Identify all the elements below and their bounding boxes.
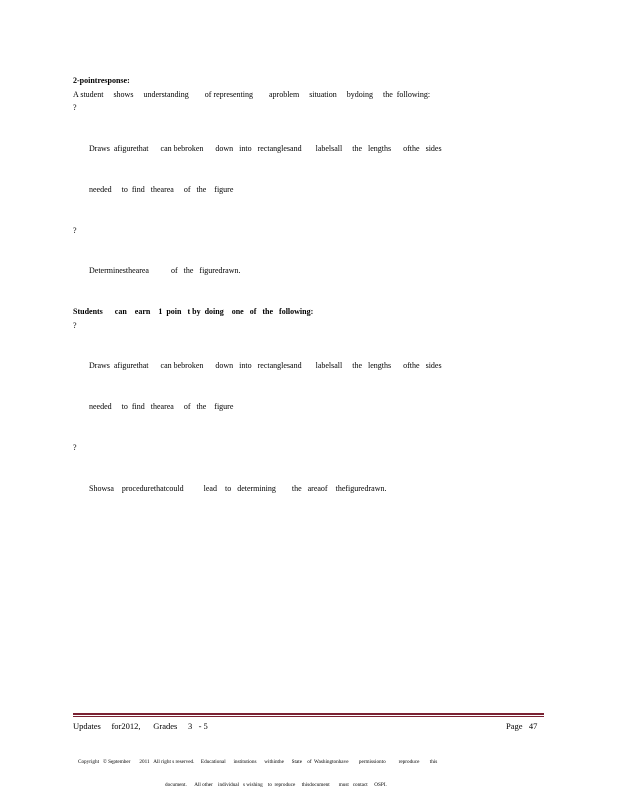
two-point-intro: A student shows understanding of representing aproblem situation bydoing the following: [73, 89, 431, 99]
list-item-line: Draws afigurethat can bebroken down into rectanglesand labelsall the lengths ofthe sides [89, 361, 442, 371]
list-item [73, 319, 543, 441]
footer-title: Updates for2012, Grades 3 - 5 [73, 721, 208, 731]
list-item-line: needed to find thearea of the figure [89, 184, 234, 194]
list-item [73, 224, 543, 306]
list-item-line: Showsa procedurethatcould lead to determining the areaof thefiguredrawn. [89, 483, 387, 493]
bullet-mark: ? [73, 225, 77, 235]
page-number: Page 47 [506, 721, 538, 731]
list-item-line: Draws afigurethat can bebroken down into rectanglesand labelsall the lengths ofthe sides [89, 143, 442, 153]
footer-divider [73, 713, 544, 715]
list-item-line: needed to find thearea of the figure [89, 402, 234, 412]
bullet-mark: ? [73, 443, 77, 453]
copyright-line: document. All other individual s wishing to reproduce thisdocument must contact OSPI. [165, 781, 387, 788]
list-item [73, 441, 543, 523]
two-point-heading: 2-pointresponse: [73, 76, 130, 85]
list-item-line: Determinesthearea of the figuredrawn. [89, 266, 241, 276]
copyright-line: Copyright © Sęptember 2011 All right s reserved. Educational institutions withinthe State of Washingtonhave permissionto reproduce this [78, 759, 438, 765]
one-point-heading: Students can earn 1 poin t by doing one of the following: [73, 307, 314, 317]
document-body [73, 74, 543, 523]
footer-divider-thin [73, 716, 544, 717]
copyright-notice [78, 744, 533, 797]
bullet-mark: ? [73, 103, 77, 113]
list-item [73, 101, 543, 223]
bullet-mark: ? [73, 320, 77, 330]
